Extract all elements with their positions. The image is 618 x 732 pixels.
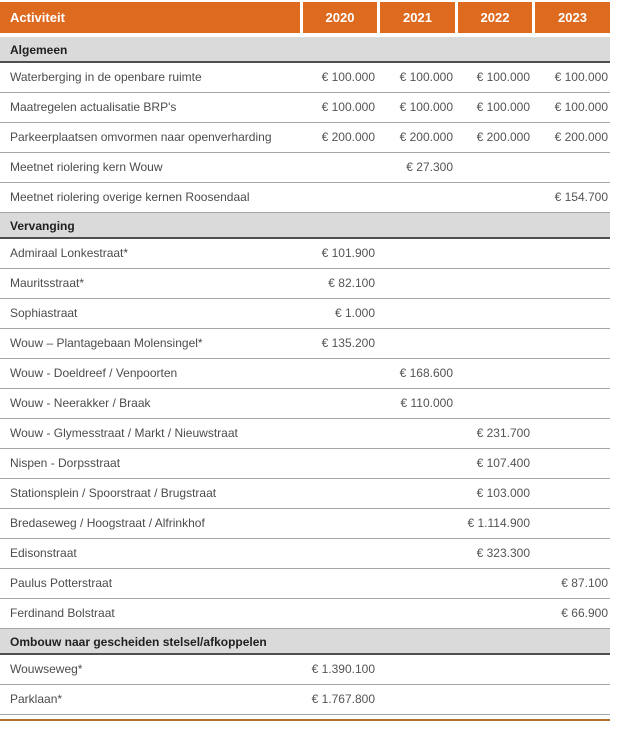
value-cell-2022 bbox=[455, 685, 532, 714]
activity-label: Wouw - Doeldreef / Venpoorten bbox=[10, 366, 178, 380]
value-cell-2021: € 27.300 bbox=[406, 160, 453, 174]
value-cell-2022: € 100.000 bbox=[476, 100, 530, 114]
value-cell-2022 bbox=[455, 153, 532, 182]
column-header-year-2022: 2022 bbox=[458, 2, 532, 33]
table-row bbox=[0, 299, 610, 329]
value-cell-2020: € 100.000 bbox=[321, 100, 375, 114]
value-cell-2021: € 100.000 bbox=[399, 100, 453, 114]
activity-label: Maatregelen actualisatie BRP's bbox=[10, 100, 177, 114]
table-row bbox=[0, 183, 610, 213]
table-row bbox=[0, 269, 610, 299]
value-cell-2020: € 1.767.800 bbox=[311, 692, 375, 706]
table-row bbox=[0, 329, 610, 359]
value-cell-2023 bbox=[532, 449, 610, 478]
value-cell-2021 bbox=[377, 183, 455, 212]
value-cell-2022: € 200.000 bbox=[476, 130, 530, 144]
activity-label: Nispen - Dorpsstraat bbox=[10, 456, 121, 470]
next-table-cutoff-line bbox=[0, 719, 610, 721]
activity-label: Wouw - Glymesstraat / Markt / Nieuwstraat bbox=[10, 426, 238, 440]
activity-label: Wouwseweg* bbox=[10, 662, 83, 676]
column-header-year-2020: 2020 bbox=[303, 2, 377, 33]
value-cell-2020 bbox=[300, 569, 377, 598]
value-cell-2022 bbox=[455, 299, 532, 328]
table-row bbox=[0, 509, 610, 539]
value-cell-2021 bbox=[377, 449, 455, 478]
value-cell-2022: € 103.000 bbox=[476, 486, 530, 500]
value-cell-2020: € 1.390.100 bbox=[311, 662, 375, 676]
activity-label: Admiraal Lonkestraat* bbox=[10, 246, 129, 260]
table-row bbox=[0, 123, 610, 153]
value-cell-2022: € 1.114.900 bbox=[467, 516, 530, 530]
value-cell-2021: € 110.000 bbox=[400, 396, 453, 410]
value-cell-2020: € 135.200 bbox=[321, 336, 375, 350]
value-cell-2023 bbox=[532, 479, 610, 508]
value-cell-2020: € 100.000 bbox=[321, 70, 375, 84]
value-cell-2021 bbox=[377, 479, 455, 508]
table-row bbox=[0, 359, 610, 389]
value-cell-2023: € 100.000 bbox=[554, 70, 608, 84]
value-cell-2020 bbox=[300, 509, 377, 538]
activity-label: Sophiastraat bbox=[10, 306, 78, 320]
value-cell-2020 bbox=[300, 153, 377, 182]
activity-label: Parkeerplaatsen omvormen naar openverharding bbox=[10, 130, 272, 144]
value-cell-2022: € 107.400 bbox=[476, 456, 530, 470]
table-row bbox=[0, 153, 610, 183]
column-header-year-2023: 2023 bbox=[535, 2, 610, 33]
value-cell-2020 bbox=[300, 419, 377, 448]
value-cell-2023: € 154.700 bbox=[554, 190, 608, 204]
value-cell-2020 bbox=[300, 479, 377, 508]
value-cell-2022 bbox=[455, 183, 532, 212]
table-row bbox=[0, 479, 610, 509]
value-cell-2023 bbox=[532, 509, 610, 538]
activity-label: Meetnet riolering overige kernen Roosendaal bbox=[10, 190, 250, 204]
activity-label: Wouw – Plantagebaan Molensingel* bbox=[10, 336, 203, 350]
value-cell-2023 bbox=[532, 389, 610, 418]
value-cell-2022: € 323.300 bbox=[476, 546, 530, 560]
value-cell-2022 bbox=[455, 569, 532, 598]
table-row bbox=[0, 239, 610, 269]
value-cell-2022 bbox=[455, 269, 532, 298]
value-cell-2023 bbox=[532, 419, 610, 448]
table-row bbox=[0, 655, 610, 685]
section-header: Ombouw naar gescheiden stelsel/afkoppelen bbox=[0, 629, 610, 655]
activity-label: Wouw - Neerakker / Braak bbox=[10, 396, 151, 410]
activity-label: Bredaseweg / Hoogstraat / Alfrinkhof bbox=[10, 516, 205, 530]
table-row bbox=[0, 539, 610, 569]
value-cell-2022 bbox=[455, 239, 532, 268]
value-cell-2021 bbox=[377, 599, 455, 628]
value-cell-2020: € 82.100 bbox=[328, 276, 375, 290]
table-body bbox=[0, 37, 610, 715]
value-cell-2023 bbox=[532, 299, 610, 328]
value-cell-2021 bbox=[377, 419, 455, 448]
value-cell-2022 bbox=[455, 655, 532, 684]
column-header-year-2021: 2021 bbox=[380, 2, 455, 33]
value-cell-2020 bbox=[300, 539, 377, 568]
value-cell-2021 bbox=[377, 299, 455, 328]
value-cell-2023: € 66.900 bbox=[561, 606, 608, 620]
section-header: Algemeen bbox=[0, 37, 610, 63]
value-cell-2021 bbox=[377, 655, 455, 684]
value-cell-2020 bbox=[300, 183, 377, 212]
value-cell-2023: € 200.000 bbox=[554, 130, 608, 144]
activity-label: Ferdinand Bolstraat bbox=[10, 606, 115, 620]
table-header-row bbox=[0, 2, 610, 33]
value-cell-2020 bbox=[300, 359, 377, 388]
value-cell-2020 bbox=[300, 449, 377, 478]
table-row bbox=[0, 93, 610, 123]
value-cell-2021 bbox=[377, 685, 455, 714]
value-cell-2023 bbox=[532, 269, 610, 298]
table-row bbox=[0, 449, 610, 479]
value-cell-2023 bbox=[532, 539, 610, 568]
table-row bbox=[0, 569, 610, 599]
value-cell-2020: € 101.900 bbox=[321, 246, 375, 260]
value-cell-2022: € 100.000 bbox=[476, 70, 530, 84]
value-cell-2021 bbox=[377, 329, 455, 358]
value-cell-2022: € 231.700 bbox=[476, 426, 530, 440]
value-cell-2023 bbox=[532, 359, 610, 388]
value-cell-2023: € 87.100 bbox=[561, 576, 608, 590]
value-cell-2020: € 1.000 bbox=[334, 306, 375, 320]
value-cell-2021: € 100.000 bbox=[399, 70, 453, 84]
section-header: Vervanging bbox=[0, 213, 610, 239]
value-cell-2023 bbox=[532, 239, 610, 268]
value-cell-2021: € 168.600 bbox=[399, 366, 453, 380]
value-cell-2023: € 100.000 bbox=[554, 100, 608, 114]
value-cell-2023 bbox=[532, 329, 610, 358]
value-cell-2022 bbox=[455, 389, 532, 418]
activity-label: Mauritsstraat* bbox=[10, 276, 85, 290]
value-cell-2022 bbox=[455, 329, 532, 358]
value-cell-2021 bbox=[377, 569, 455, 598]
value-cell-2022 bbox=[455, 359, 532, 388]
value-cell-2023 bbox=[532, 153, 610, 182]
table-row bbox=[0, 685, 610, 715]
table-row bbox=[0, 419, 610, 449]
value-cell-2020: € 200.000 bbox=[321, 130, 375, 144]
column-header-activity: Activiteit bbox=[0, 2, 300, 33]
value-cell-2023 bbox=[532, 685, 610, 714]
activity-label: Meetnet riolering kern Wouw bbox=[10, 160, 163, 174]
activity-label: Parklaan* bbox=[10, 692, 63, 706]
table-row bbox=[0, 63, 610, 93]
value-cell-2021 bbox=[377, 509, 455, 538]
value-cell-2020 bbox=[300, 599, 377, 628]
table-row bbox=[0, 599, 610, 629]
activity-label: Edisonstraat bbox=[10, 546, 77, 560]
value-cell-2021: € 200.000 bbox=[399, 130, 453, 144]
activity-label: Waterberging in de openbare ruimte bbox=[10, 70, 202, 84]
value-cell-2021 bbox=[377, 239, 455, 268]
table-row bbox=[0, 389, 610, 419]
activity-label: Paulus Potterstraat bbox=[10, 576, 113, 590]
value-cell-2023 bbox=[532, 655, 610, 684]
value-cell-2022 bbox=[455, 599, 532, 628]
activity-label: Stationsplein / Spoorstraat / Brugstraat bbox=[10, 486, 217, 500]
value-cell-2021 bbox=[377, 539, 455, 568]
value-cell-2021 bbox=[377, 269, 455, 298]
value-cell-2020 bbox=[300, 389, 377, 418]
